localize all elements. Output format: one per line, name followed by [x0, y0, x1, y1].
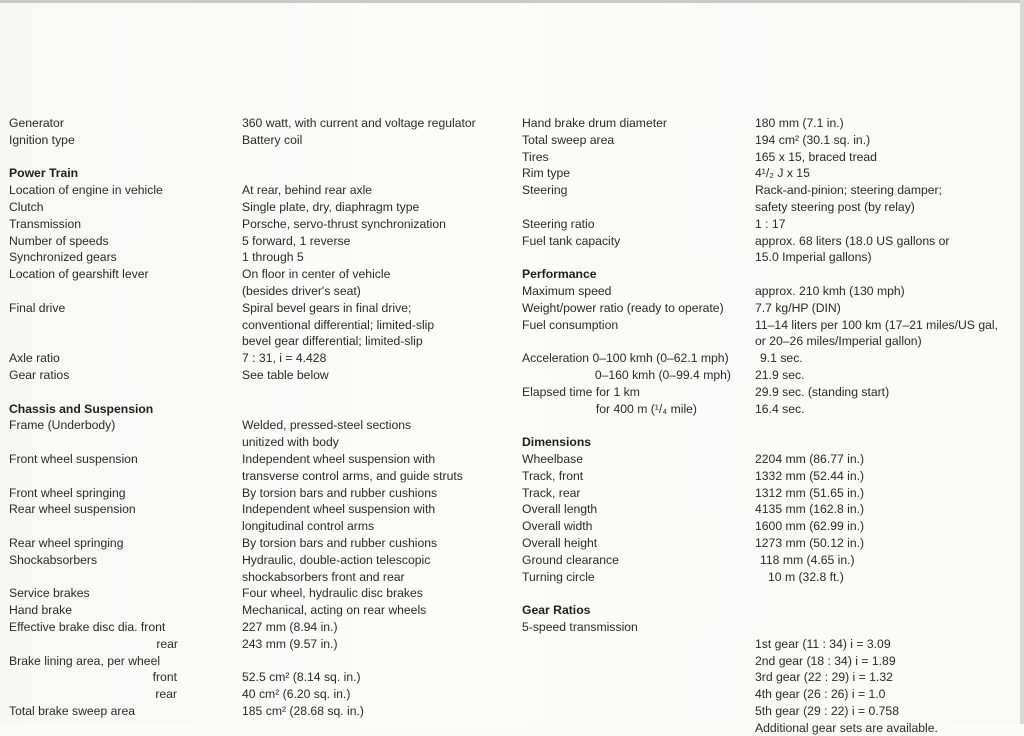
spec-label: Turning circle — [522, 569, 595, 584]
spacer — [755, 585, 1017, 602]
spec-label: for 400 m (¹/₄ mile) — [595, 401, 697, 416]
spec-value: or 20–26 miles/Imperial gallon) — [755, 334, 922, 349]
spacer — [522, 585, 747, 602]
spec-labels-column-3 — [522, 115, 747, 636]
spec-value: 118 mm (4.65 in.) — [760, 552, 855, 567]
spec-label: Effective brake disc dia. front — [9, 619, 166, 634]
spec-value: 40 cm² (6.20 sq. in.) — [242, 687, 351, 702]
spacer — [9, 283, 224, 300]
spec-value: 15.0 Imperial gallons) — [755, 250, 872, 265]
spec-value: 180 mm (7.1 in.) — [755, 116, 844, 130]
spec-value: 29.9 sec. (standing start) — [755, 384, 890, 399]
spec-value: 243 mm (9.57 in.) — [242, 636, 338, 651]
spec-label: Wheelbase — [522, 451, 583, 466]
spec-label: Front wheel suspension — [9, 451, 138, 466]
spec-value: approx. 68 liters (18.0 US gallons or — [755, 233, 950, 248]
spec-label: Synchronized gears — [9, 250, 117, 265]
spec-value: 360 watt, with current and voltage regulator — [242, 116, 476, 130]
spec-label: Overall length — [522, 502, 598, 517]
spec-value: See table below — [242, 367, 329, 382]
spec-value: unitized with body — [242, 435, 339, 450]
gear-ratio: 2nd gear (18 : 34) i = 1.89 — [755, 653, 896, 668]
spacer — [522, 333, 747, 350]
spec-label: Frame (Underbody) — [9, 418, 116, 433]
spec-value: By torsion bars and rubber cushions — [242, 485, 438, 500]
spec-value: Single plate, dry, diaphragm type — [242, 199, 420, 214]
gear-ratio: 1st gear (11 : 34) i = 3.09 — [755, 636, 891, 651]
spec-label: Axle ratio — [9, 351, 60, 366]
spec-value: 1600 mm (62.99 in.) — [755, 519, 865, 534]
spec-label: Ignition type — [9, 132, 75, 147]
spec-label: Rim type — [522, 166, 571, 181]
section-heading-chassis: Chassis and Suspension — [9, 401, 154, 416]
spec-value: 4¹/₂ J x 15 — [755, 166, 810, 181]
spec-value: Battery coil — [242, 132, 303, 147]
page-right-edge — [1020, 0, 1024, 724]
spacer — [242, 401, 512, 418]
spec-label: Hand brake — [9, 603, 73, 618]
spec-label: Service brakes — [9, 586, 90, 601]
spacer — [755, 602, 1017, 619]
spec-value: 16.4 sec. — [755, 401, 805, 416]
spec-label: Clutch — [9, 199, 44, 214]
spacer — [242, 653, 512, 670]
spec-value: transverse control arms, and guide struts — [242, 468, 463, 483]
spec-label: Fuel tank capacity — [522, 233, 621, 248]
spec-label: Rear wheel springing — [9, 535, 124, 550]
spec-value: bevel gear differential; limited-slip — [242, 334, 423, 349]
spec-value: 10 m (32.8 ft.) — [768, 569, 844, 584]
spec-value: Independent wheel suspension with — [242, 502, 436, 517]
spec-value: Independent wheel suspension with — [242, 451, 436, 466]
spacer — [9, 384, 224, 401]
spec-label: Final drive — [9, 300, 66, 315]
spec-label: Front wheel springing — [9, 485, 126, 500]
spec-label: Acceleration 0–100 kmh (0–62.1 mph) — [522, 351, 729, 366]
spec-value: longitudinal control arms — [242, 519, 375, 534]
spec-value: Welded, pressed-steel sections — [242, 418, 412, 433]
spec-label: Location of gearshift lever — [9, 267, 149, 282]
spec-label: Ground clearance — [522, 552, 619, 567]
spacer — [522, 417, 747, 434]
spacer — [9, 317, 224, 334]
spec-label: Generator — [9, 116, 64, 130]
spec-label: Shockabsorbers — [9, 552, 98, 567]
spec-value: approx. 210 kmh (130 mph) — [755, 283, 905, 298]
spec-value: 1273 mm (50.12 in.) — [755, 535, 865, 550]
spec-value: 1 through 5 — [242, 250, 304, 265]
spec-label: Total brake sweep area — [9, 703, 136, 718]
spec-label: Hand brake drum diameter — [522, 116, 667, 130]
spec-value: 21.9 sec. — [755, 367, 805, 382]
spacer — [9, 569, 224, 586]
spec-value: Hydraulic, double-action telescopic — [242, 552, 431, 567]
spec-value: 1 : 17 — [755, 216, 786, 231]
spacer — [755, 434, 1017, 451]
spacer — [242, 149, 512, 166]
spec-label: Track, front — [522, 468, 584, 483]
spacer — [9, 468, 224, 485]
spec-labels-column-1 — [9, 115, 224, 720]
spec-label: Elapsed time for 1 km — [522, 384, 640, 399]
spec-value: (besides driver's seat) — [242, 283, 361, 298]
spec-label: Number of speeds — [9, 233, 109, 248]
spec-note: Additional gear sets are available. — [755, 720, 938, 735]
spec-value: 9.1 sec. — [760, 351, 803, 366]
section-heading-performance: Performance — [522, 267, 597, 282]
spec-value: 165 x 15, braced tread — [755, 149, 877, 164]
spec-value: 2204 mm (86.77 in.) — [755, 451, 865, 466]
spec-value: 194 cm² (30.1 sq. in.) — [755, 132, 871, 147]
spec-value: Four wheel, hydraulic disc brakes — [242, 586, 423, 601]
spec-value: By torsion bars and rubber cushions — [242, 535, 438, 550]
spec-value: 1332 mm (52.44 in.) — [755, 468, 865, 483]
spec-label: Rear wheel suspension — [9, 502, 136, 517]
spec-label: Weight/power ratio (ready to operate) — [522, 300, 724, 315]
spacer — [522, 199, 747, 216]
section-heading-dimensions: Dimensions — [522, 435, 592, 450]
gear-ratio: 3rd gear (22 : 29) i = 1.32 — [755, 670, 893, 685]
spec-label: Transmission — [9, 216, 82, 231]
spec-label: Steering — [522, 183, 568, 198]
spec-value: On floor in center of vehicle — [242, 267, 391, 282]
spec-label: Total sweep area — [522, 132, 615, 147]
spec-value: conventional differential; limited-slip — [242, 317, 435, 332]
section-heading-gear-ratios: Gear Ratios — [522, 603, 591, 618]
spec-value: shockabsorbers front and rear — [242, 569, 405, 584]
spec-label: Tires — [522, 149, 549, 164]
spec-label: Fuel consumption — [522, 317, 619, 332]
spacer — [9, 333, 224, 350]
spec-value: 5 forward, 1 reverse — [242, 233, 351, 248]
spec-value: 7 : 31, i = 4.428 — [242, 351, 327, 366]
spec-label: Overall width — [522, 519, 593, 534]
spacer — [9, 149, 224, 166]
spec-label: Location of engine in vehicle — [9, 183, 163, 198]
spacer — [755, 266, 1017, 283]
spec-label: rear — [155, 687, 177, 702]
spec-value: 52.5 cm² (8.14 sq. in.) — [242, 670, 361, 685]
spec-value: 7.7 kg/HP (DIN) — [755, 300, 841, 315]
spec-value: 11–14 liters per 100 km (17–21 miles/US gal, — [755, 317, 998, 332]
spec-value: 185 cm² (28.68 sq. in.) — [242, 703, 364, 718]
gear-ratio: 5th gear (29 : 22) i = 0.758 — [755, 703, 899, 718]
spec-value: Rack-and-pinion; steering damper; — [755, 183, 942, 198]
spec-value: 1312 mm (51.65 in.) — [755, 485, 865, 500]
spec-label: Gear ratios — [9, 367, 70, 382]
spec-label: Brake lining area, per wheel — [9, 653, 161, 668]
spec-label: Maximum speed — [522, 283, 612, 298]
gear-ratio: 4th gear (26 : 26) i = 1.0 — [755, 687, 886, 702]
spec-values-column-2 — [242, 115, 512, 720]
spec-label: front — [152, 670, 177, 685]
spec-label: rear — [156, 636, 178, 651]
spec-value: safety steering post (by relay) — [755, 199, 915, 214]
spec-value: Spiral bevel gears in final drive; — [242, 300, 412, 315]
page-top-edge — [0, 0, 1024, 3]
spec-values-column-4 — [755, 115, 1017, 736]
section-heading-power-train: Power Train — [9, 166, 79, 181]
spacer — [242, 165, 512, 182]
spacer — [755, 619, 1017, 636]
spec-label: Overall height — [522, 535, 598, 550]
spec-label: Steering ratio — [522, 216, 595, 231]
spec-value: 4135 mm (162.8 in.) — [755, 502, 865, 517]
spec-value: 227 mm (8.94 in.) — [242, 619, 338, 634]
spec-label: Track, rear — [522, 485, 581, 500]
spacer — [9, 518, 224, 535]
spacer — [242, 384, 512, 401]
spec-value: At rear, behind rear axle — [242, 183, 373, 198]
spacer — [522, 249, 747, 266]
spec-label: 5-speed transmission — [522, 619, 638, 634]
spacer — [755, 417, 1017, 434]
spacer — [9, 434, 224, 451]
spec-value: Porsche, servo-thrust synchronization — [242, 216, 446, 231]
spec-value: Mechanical, acting on rear wheels — [242, 603, 427, 618]
spec-label: 0–160 kmh (0–99.4 mph) — [594, 367, 731, 382]
